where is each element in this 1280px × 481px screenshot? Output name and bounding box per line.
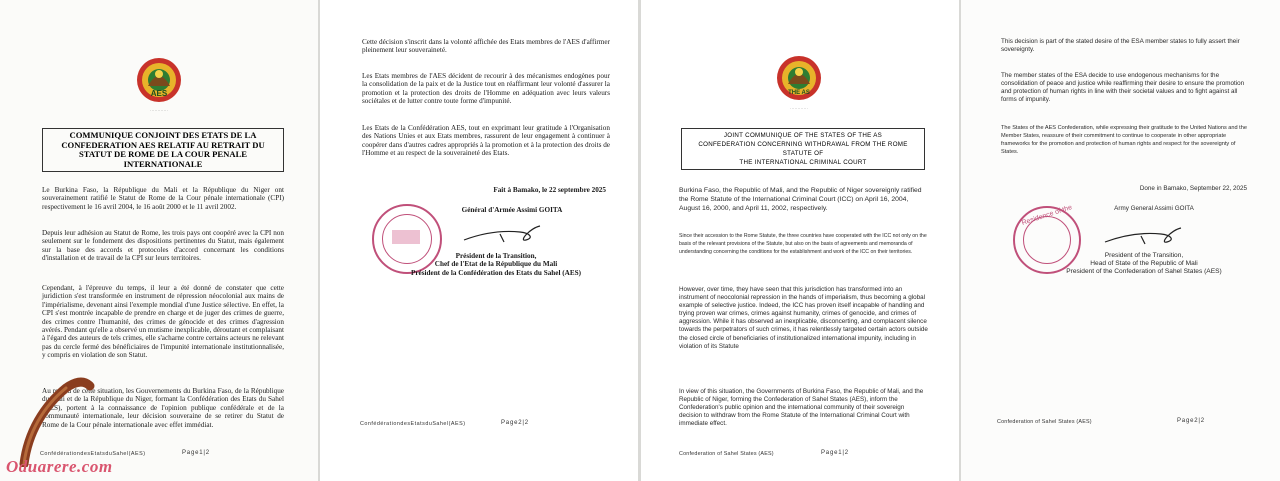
signatory-title-3: Président de la Confédération des Etats du Sahel (AES) — [410, 268, 582, 277]
watermark: Oduarere.com — [6, 457, 113, 476]
signature-block — [1031, 252, 1257, 276]
aes-logo — [134, 56, 184, 116]
page-footer: Confederation of Sahel States (AES) — [997, 419, 1092, 425]
french-page-2 — [320, 0, 638, 481]
paragraph-sovereignty: Cette décision s'inscrit dans la volonté affichée des Etats membres de l'AES d'affirmer pleinement leur souveraineté. — [362, 38, 610, 55]
title-line-3: THE INTERNATIONAL CRIMINAL COURT — [739, 159, 867, 166]
paragraph-mechanisms: Les Etats membres de l'AES décident de recourir à des mécanismes endogènes pour la consolidation de la paix et de la Justice tout en réaffirmant leur volonté d'assurer la promotion et la protection des droits de l'Homme en adéquation avec leurs valeurs sociétales et de lutter contre toute forme d'impunité. — [362, 72, 610, 106]
french-page-1 — [0, 0, 318, 481]
paragraph-accession: Since their accession to the Rome Statute, the three countries have cooperated with the ICC not only on the basis of the relevant provisions of the Statute, but also on the basis of agreements and memoranda of understanding concerning the conditions for the establishment and work of the ICC on their territories. — [679, 233, 927, 255]
paragraph-accession: Depuis leur adhésion au Statut de Rome, les trois pays ont coopéré avec la CPI non seulement sur le fondement des dispositions pertinentes du Statut, mais également sur la base des accords et protocoles d'accord concernant les conditions d'installation et de travail de la CPI sur leurs territoires. — [42, 229, 284, 263]
paragraph-sovereignty: This decision is part of the stated desire of the ESA member states to fully assert their sovereignty. — [1001, 38, 1240, 54]
logo-text: AES — [150, 89, 168, 98]
signatory-title-2: Head of State of the Republic of Mali — [1090, 260, 1198, 268]
english-page-2 — [961, 0, 1280, 481]
paragraph-decision: Au regard de cette situation, les Gouvernements du Burkina Faso, de la République du Mali et de la République du Niger, formant la Confédération des Etats du Sahel (AES), portent à la connaissance de l'opinion publique confédérale et de la communauté internationale, leur décision souveraine de se retirer du Statut de Rome de la Cour pénale internationale avec effet immédiat. — [42, 387, 284, 429]
logo-text: THE AS — [788, 90, 810, 96]
signatory-title-1: Président de la Transition, — [455, 252, 537, 260]
paragraph-however: Cependant, à l'épreuve du temps, il leur a été donné de constater que cette juridiction s'est transformée en instrument de répression néocolonial aux mains de l'impérialisme, devenant ainsi l'exemple mondial d'une Justice sélective. En effet, la CPI s'est montrée incapable de prendre en charge et de juger des crimes de guerre, des crimes contre l'humanité, des crimes de génocide et des crimes d'agression avérés. Pendant qu'elle a observé un mutisme inexplicable, déroutant et complaisant à l'égard des auteurs de tels crimes, elle s'acharne contre certains acteurs ne relevant pas du cercle fermé des bénéficiaires de l'impunité internationale institutionnalisée, y compris en violation de son Statut. — [42, 284, 284, 360]
signing-date: Fait à Bamako, le 22 septembre 2025 — [493, 186, 606, 194]
signature — [1101, 222, 1191, 252]
english-page-1 — [641, 0, 959, 481]
page-title — [681, 128, 925, 170]
aes-logo — [774, 54, 824, 114]
signatory-title-2: Chef de l'Etat de la République du Mali — [434, 260, 558, 269]
signing-date: Done in Bamako, September 22, 2025 — [1139, 185, 1247, 192]
paragraph-decision: In view of this situation, the Governments of Burkina Faso, the Republic of Mali, and the Republic of Niger, forming the Confederation of Sahel States (AES), inform the Confederation's public opinion and the international community of their sovereign decision to withdraw from the Rome Statute of the International Criminal Court with immediate effect. — [679, 388, 924, 428]
signatory-title-1: President of the Transition, — [1104, 252, 1184, 259]
signatory-title-3: President of the Confederation of Sahel States (AES) — [1066, 268, 1222, 276]
signatory-name: Général d'Armée Assimi GOITA — [461, 206, 563, 214]
page-number: Page1|2 — [821, 450, 849, 456]
signatory-name: Army General Assimi GOITA — [1114, 205, 1194, 212]
svg-text:. . . . . . . . . . . .: . . . . . . . . . . . . — [150, 108, 168, 112]
svg-text:. . . . . . . . . . . .: . . . . . . . . . . . . — [790, 106, 808, 110]
page-title: COMMUNIQUE CONJOINT DES ETATS DE LA CONFEDERATION AES RELATIF AU RETRAIT DU STATUT DE ROME DE LA COUR PENALE INTERNATIONALE — [42, 128, 284, 172]
signature-block — [380, 252, 612, 277]
paragraph-gratitude: Les Etats de la Confédération AES, tout en exprimant leur gratitude à l'Organisation des Nations Unies et aux Etats membres, rassurent de leur engagement à continuer à coopérer dans d'autres cadres appropriés à la promotion et à la protection des droits de l'Homme et au respect de la souveraineté des Etats. — [362, 124, 610, 158]
paragraph-gratitude: The States of the AES Confederation, while expressing their gratitude to the United Nations and the Member States, reassure of their commitment to continue to cooperate in other appropriate frameworks for the promotion and protection of human rights and respect for the sovereignty of States. — [1001, 125, 1247, 155]
paragraph-ratification: Burkina Faso, the Republic of Mali, and the Republic of Niger sovereignly ratified the Rome Statute of the International Criminal Court (ICC) on April 16, 2004, August 16, 2000, and April 11, 2002, respectively. — [679, 187, 922, 212]
title-line-1: JOINT COMMUNIQUE OF THE STATES OF THE AS — [723, 132, 883, 139]
page-number: Page1|2 — [182, 450, 210, 456]
paragraph-however: However, over time, they have seen that this jurisdiction has transformed into an instrument of neocolonial repression in the hands of imperialism, thus becoming a global example of selective justice. Indeed, the ICC has proven itself incapable of handling and trying proven war crimes, crimes against humanity, crimes of genocide, and crimes of aggression. While it has observed an inexplicable, disconcerting, and complacent silence towards the perpetrators of such crimes, it has relentlessly targeted certain actors outside the closed circle of beneficiaries of institutionalized international impunity, including in violation of its Statute — [679, 286, 928, 350]
page-footer: ConfédérationdesEtatsduSahel(AES) — [40, 451, 146, 457]
page-footer: ConfédérationdesEtatsduSahel(AES) — [360, 421, 466, 427]
stamp-text: Residence of the — [1020, 204, 1074, 227]
page-footer: Confederation of Sahel States (AES) — [679, 451, 774, 457]
page-number: Page2|2 — [501, 420, 529, 426]
signature — [460, 220, 550, 250]
paragraph-mechanisms: The member states of the ESA decide to use endogenous mechanisms for the consolidation of peace and justice while reaffirming their desire to ensure the promotion and protection of human rights in line with their societal values and to fight against all forms of impunity. — [1001, 72, 1245, 104]
page-number: Page2|2 — [1177, 418, 1205, 424]
foreground-object — [10, 372, 110, 467]
paragraph-ratification: Le Burkina Faso, la République du Mali et la République du Niger ont souverainement ratifié le Statut de Rome de la Cour pénale internationale (CPI) respectivement le 16 avril 2004, le 16 août 2000 et le 11 avril 2002. — [42, 186, 284, 211]
title-line-2: CONFEDERATION CONCERNING WITHDRAWAL FROM THE ROME STATUTE OF — [698, 141, 908, 157]
